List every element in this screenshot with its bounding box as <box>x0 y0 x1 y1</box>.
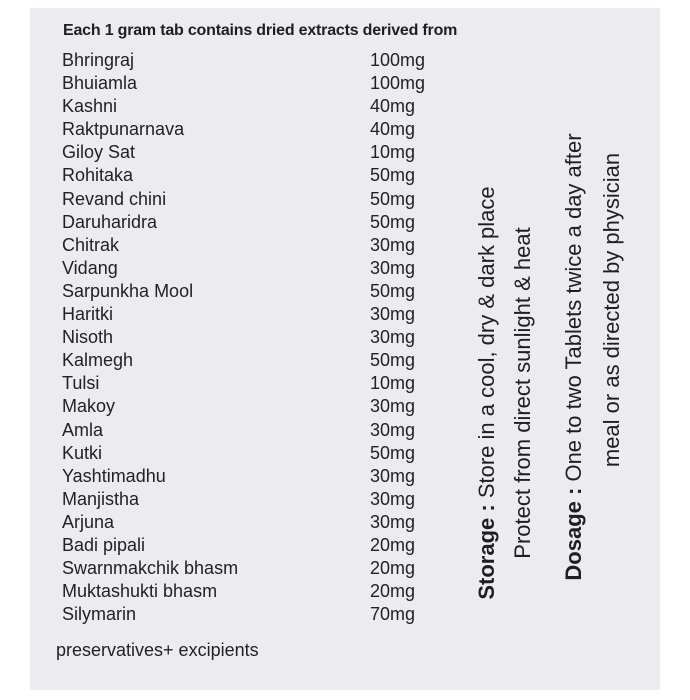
dosage-label: Dosage : <box>561 487 586 581</box>
ingredient-name: Chitrak <box>62 234 120 255</box>
ingredient-name: Rohitaka <box>62 165 134 186</box>
ingredient-quantity: 30mg <box>370 419 416 440</box>
dosage-instruction-continued: meal or as directed by physician <box>599 152 624 468</box>
ingredient-row <box>62 118 462 141</box>
ingredient-row <box>62 72 462 95</box>
ingredient-quantity: 50mg <box>370 211 416 232</box>
ingredient-row <box>62 488 462 511</box>
ingredient-name: Kalmegh <box>62 350 134 371</box>
ingredient-row <box>62 326 462 349</box>
dosage-instruction <box>561 133 587 580</box>
ingredient-quantity: 10mg <box>370 142 416 163</box>
ingredient-quantity: 30mg <box>370 465 416 486</box>
ingredient-row <box>62 141 462 164</box>
ingredient-row <box>62 442 462 465</box>
ingredient-name: Sarpunkha Mool <box>62 280 194 301</box>
ingredient-row <box>62 395 462 418</box>
ingredient-row <box>62 349 462 372</box>
ingredient-name: Kutki <box>62 442 103 463</box>
ingredient-quantity: 30mg <box>370 304 416 325</box>
ingredient-quantity: 70mg <box>370 604 416 625</box>
ingredient-row <box>62 164 462 187</box>
ingredient-quantity: 30mg <box>370 396 416 417</box>
ingredient-quantity: 100mg <box>370 50 426 70</box>
ingredient-row <box>62 280 462 303</box>
ingredient-quantity: 30mg <box>370 511 416 532</box>
ingredient-name: Daruharidra <box>62 211 158 232</box>
ingredient-list <box>62 49 462 626</box>
ingredient-name: Giloy Sat <box>62 142 136 163</box>
ingredient-name: Revand chini <box>62 188 167 209</box>
ingredient-name: Haritki <box>62 304 114 325</box>
ingredient-name: Nisoth <box>62 327 114 348</box>
ingredient-name: Makoy <box>62 396 116 417</box>
ingredient-row <box>62 372 462 395</box>
ingredient-quantity: 30mg <box>370 257 416 278</box>
ingredient-quantity: 30mg <box>370 327 416 348</box>
ingredient-quantity: 50mg <box>370 165 416 186</box>
ingredient-row <box>62 580 462 603</box>
ingredient-name: Arjuna <box>62 511 115 532</box>
ingredient-row <box>62 557 462 580</box>
ingredient-row <box>62 234 462 257</box>
ingredient-row <box>62 49 462 72</box>
ingredient-quantity: 100mg <box>370 73 426 94</box>
ingredient-name: Amla <box>62 419 104 440</box>
ingredient-name: Tulsi <box>62 373 100 394</box>
storage-text: Store in a cool, dry & dark place <box>474 186 499 505</box>
ingredient-row <box>62 211 462 234</box>
storage-instruction-continued: Protect from direct sunlight & heat <box>510 227 535 559</box>
ingredient-name: Swarnmakchik bhasm <box>62 558 239 579</box>
ingredient-row <box>62 303 462 326</box>
ingredient-name: Silymarin <box>62 604 137 625</box>
ingredient-quantity: 40mg <box>370 96 416 117</box>
ingredient-quantity: 50mg <box>370 442 416 463</box>
ingredient-name: Kashni <box>62 96 118 117</box>
ingredient-quantity: 10mg <box>370 373 416 394</box>
ingredient-quantity: 50mg <box>370 280 416 301</box>
ingredient-row <box>62 419 462 442</box>
ingredient-quantity: 20mg <box>370 558 416 579</box>
ingredient-row <box>62 603 462 626</box>
ingredient-row <box>62 534 462 557</box>
ingredient-name: Bhringraj <box>62 50 135 70</box>
ingredient-quantity: 30mg <box>370 488 416 509</box>
composition-heading: Each 1 gram tab contains dried extracts derived from <box>63 22 458 39</box>
ingredient-name: Manjistha <box>62 488 140 509</box>
ingredient-quantity: 50mg <box>370 350 416 371</box>
ingredient-quantity: 20mg <box>370 534 416 555</box>
ingredient-row <box>62 465 462 488</box>
ingredient-quantity: 40mg <box>370 119 416 140</box>
ingredient-name: Bhuiamla <box>62 73 138 94</box>
ingredient-quantity: 20mg <box>370 581 416 602</box>
ingredient-row <box>62 95 462 118</box>
ingredient-quantity: 50mg <box>370 188 416 209</box>
ingredient-row <box>62 511 462 534</box>
ingredient-row <box>62 188 462 211</box>
storage-instruction <box>474 186 500 599</box>
ingredient-name: Badi pipali <box>62 534 146 555</box>
ingredient-name: Yashtimadhu <box>62 465 166 486</box>
ingredient-name: Muktashukti bhasm <box>62 581 218 602</box>
ingredient-name: Raktpunarnava <box>62 119 185 140</box>
ingredient-row <box>62 257 462 280</box>
storage-label: Storage : <box>474 504 499 600</box>
dosage-text: One to two Tablets twice a day after <box>561 133 586 488</box>
ingredient-quantity: 30mg <box>370 234 416 255</box>
excipients-note: preservatives+ excipients <box>56 640 259 660</box>
ingredient-name: Vidang <box>62 257 118 278</box>
